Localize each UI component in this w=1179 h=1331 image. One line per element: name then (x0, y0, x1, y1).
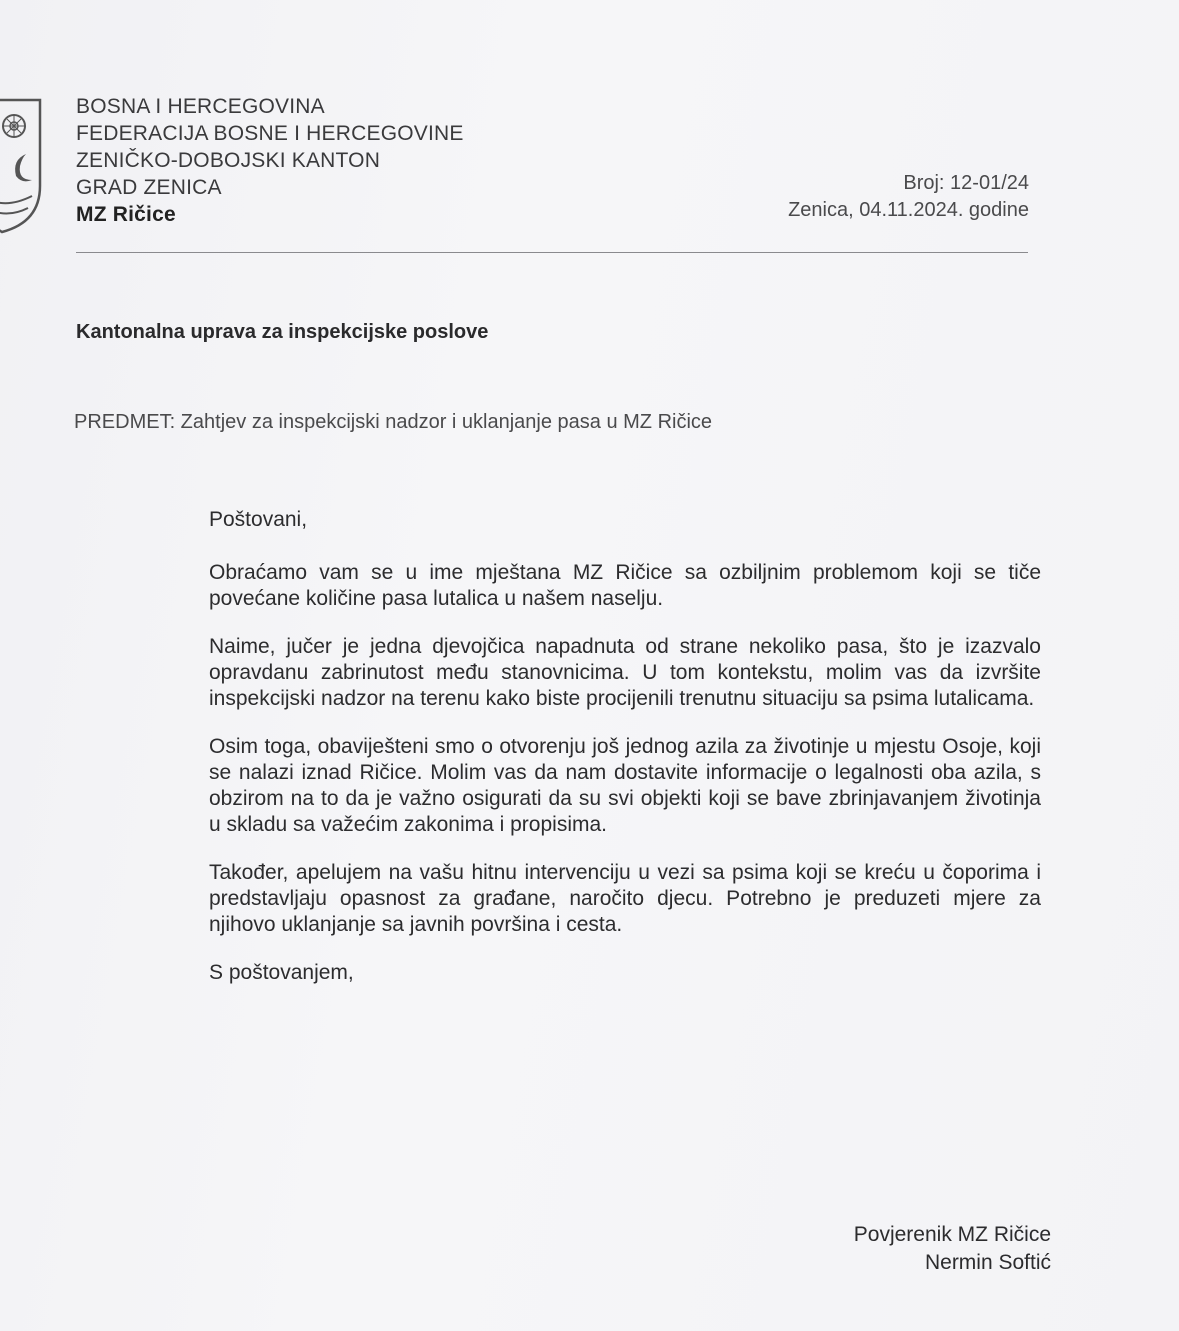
body-paragraph: Naime, jučer je jedna djevojčica napadnuta od strane nekoliko pasa, što je izazvalo opravdanu zabrinutost među stanovnicima. U tom kontekstu, molim vas da izvršite inspekcijski nadzor na terenu kako biste procijenili trenutnu situaciju sa psima lutalicama. (209, 635, 1041, 710)
body-paragraph: Osim toga, obaviješteni smo o otvorenju još jednog azila za životinje u mjestu Osoje, koji se nalazi iznad Ričice. Molim vas da nam dostavite informacije o legalnosti oba azila, s obzirom na to da je važno osigurati da su svi objekti koji se bave zbrinjavanjem životinja u skladu sa važećim zakonima i propisima. (209, 735, 1041, 836)
zenica-coat-of-arms-icon (0, 96, 42, 236)
header-federation: FEDERACIJA BOSNE I HERCEGOVINE (76, 122, 464, 145)
subject-line: PREDMET: Zahtjev za inspekcijski nadzor i uklanjanje pasa u MZ Ričice (74, 411, 713, 433)
institution-header (76, 93, 464, 228)
document-reference (788, 170, 1029, 224)
document-date: Zenica, 04.11.2024. godine (788, 199, 1029, 221)
header-city: GRAD ZENICA (76, 176, 222, 199)
greeting: Poštovani, (209, 508, 308, 531)
signer-name: Nermin Softić (924, 1251, 1051, 1274)
closing: S poštovanjem, (209, 961, 354, 984)
recipient: Kantonalna uprava za inspekcijske poslove (76, 321, 489, 343)
header-canton: ZENIČKO-DOBOJSKI KANTON (76, 149, 381, 172)
body-paragraph: Također, apelujem na vašu hitnu intervenciju u vezi sa psima koji se kreću u čoporima i predstavljaju opasnost za građane, naročito djecu. Potrebno je preduzeti mjere za njihovo uklanjanje sa javnih površina i cesta. (209, 861, 1041, 936)
document-number: Broj: 12-01/24 (903, 172, 1029, 194)
letter-body (209, 507, 1041, 1008)
header-country: BOSNA I HERCEGOVINA (76, 95, 325, 118)
body-paragraph: Obraćamo vam se u ime mještana MZ Ričice sa ozbiljnim problemom koji se tiče povećane količine pasa lutalica u našem naselju. (209, 561, 1041, 610)
header-divider (76, 252, 1028, 253)
signer-title: Povjerenik MZ Ričice (853, 1223, 1051, 1246)
signature-block (854, 1221, 1051, 1277)
header-office: MZ Ričice (76, 203, 176, 226)
